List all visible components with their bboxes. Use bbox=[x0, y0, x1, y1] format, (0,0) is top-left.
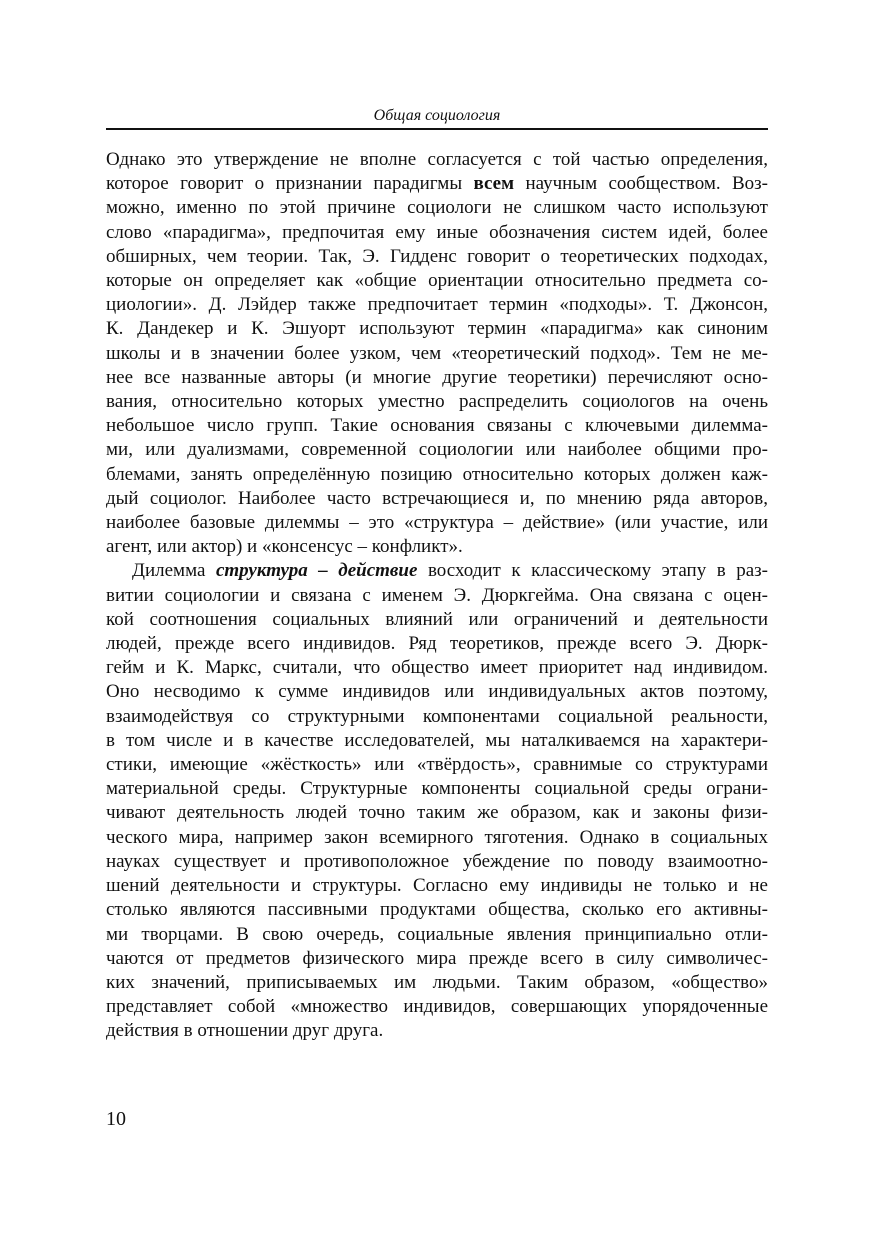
text-line bbox=[106, 172, 768, 196]
paragraph-2 bbox=[106, 559, 768, 1043]
text-run: восходит к классическому этапу в раз- bbox=[417, 560, 768, 582]
text-line: ческого мира, например закон всемирного тяготения. Однако в социальных bbox=[106, 826, 768, 848]
text-line: К. Дандекер и К. Эшуорт используют термин «парадигма» как синоним bbox=[106, 318, 768, 340]
text-line: которые он определяет как «общие ориентации относительно предмета со- bbox=[106, 270, 768, 292]
text-line: Однако это утверждение не вполне согласуется с той частью определения, bbox=[106, 149, 768, 170]
text-line: школы и в значении более узком, чем «теоретический подход». Тем не ме- bbox=[106, 342, 768, 364]
text-line: блемами, занять определённую позицию относительно которых должен каж- bbox=[106, 463, 768, 485]
text-line: взаимодействуя со структурными компонентами социальной реальности, bbox=[106, 705, 768, 727]
page-number: 10 bbox=[106, 1108, 126, 1130]
text-line: обширных, чем теории. Так, Э. Гидденс говорит о теоретических подходах, bbox=[106, 245, 768, 267]
text-run: Дилемма bbox=[132, 560, 216, 582]
running-head: Общая социология bbox=[373, 107, 501, 124]
text-line: витии социологии и связана с именем Э. Дюркгейма. Она связана с оцен- bbox=[106, 584, 768, 606]
text-line: столько являются пассивными продуктами общества, сколько его активны- bbox=[106, 899, 768, 921]
text-line: материальной среды. Структурные компоненты социальной среды ограни- bbox=[106, 778, 768, 800]
text-line: вания, относительно которых уместно распределить социологов на очень bbox=[106, 391, 768, 413]
text-line: чаются от предметов физического мира прежде всего в силу символичес- bbox=[106, 947, 768, 969]
text-line: гейм и К. Маркс, считали, что общество имеет приоритет над индивидом. bbox=[106, 657, 768, 679]
text-line: дый социолог. Наиболее часто встречающиеся и, по мнению ряда авторов, bbox=[106, 487, 768, 509]
text-line: науках существует и противоположное убеждение по поводу взаимоотно- bbox=[106, 850, 768, 872]
text-line: кой соотношения социальных влияний или ограничений и деятельности bbox=[106, 608, 768, 630]
text-run: научным сообществом. Воз- bbox=[514, 173, 768, 195]
text-line: можно, именно по этой причине социологи не слишком часто используют bbox=[106, 197, 768, 219]
text-line bbox=[106, 559, 768, 583]
text-line: в том числе и в качестве исследователей, мы наталкиваемся на характери- bbox=[106, 729, 768, 751]
body-text bbox=[106, 148, 768, 1044]
text-line: Оно несводимо к сумме индивидов или индивидуальных актов поэтому, bbox=[106, 681, 768, 703]
text-line: циологии». Д. Лэйдер также предпочитает термин «подходы». Т. Джонсон, bbox=[106, 294, 768, 316]
text-line: слово «парадигма», предпочитая ему иные обозначения систем идей, более bbox=[106, 221, 768, 243]
text-line: ми, или дуализмами, современной социологии или наиболее общими про- bbox=[106, 439, 768, 461]
text-line: действия в отношении друг друга. bbox=[106, 1020, 384, 1042]
text-line: людей, прежде всего индивидов. Ряд теоретиков, прежде всего Э. Дюрк- bbox=[106, 633, 768, 655]
text-line: представляет собой «множество индивидов, совершающих упорядоченные bbox=[106, 996, 768, 1018]
text-line: агент, или актор) и «консенсус – конфликт». bbox=[106, 536, 463, 558]
bold-italic-term: структура – действие bbox=[215, 560, 418, 582]
text-run: которое говорит о признании парадигмы bbox=[106, 173, 474, 195]
bold-emphasis: всем bbox=[473, 173, 515, 195]
header-rule bbox=[106, 128, 768, 130]
paragraph-1 bbox=[106, 148, 768, 559]
text-line: ких значений, приписываемых им людьми. Таким образом, «общество» bbox=[106, 971, 768, 993]
text-line: небольшое число групп. Такие основания связаны с ключевыми дилемма- bbox=[106, 415, 768, 437]
text-line: наиболее базовые дилеммы – это «структура – действие» (или участие, или bbox=[106, 512, 768, 534]
text-line: шений деятельности и структуры. Согласно ему индивиды не только и не bbox=[106, 875, 768, 897]
text-line: чивают деятельность людей точно таким же образом, как и законы физи- bbox=[106, 802, 768, 824]
text-line: ми творцами. В свою очередь, социальные явления принципиально отли- bbox=[106, 923, 768, 945]
text-line: стики, имеющие «жёсткость» или «твёрдость», сравнимые со структурами bbox=[106, 754, 768, 776]
text-line: нее все названные авторы (и многие другие теоретики) перечисляют осно- bbox=[106, 366, 768, 388]
